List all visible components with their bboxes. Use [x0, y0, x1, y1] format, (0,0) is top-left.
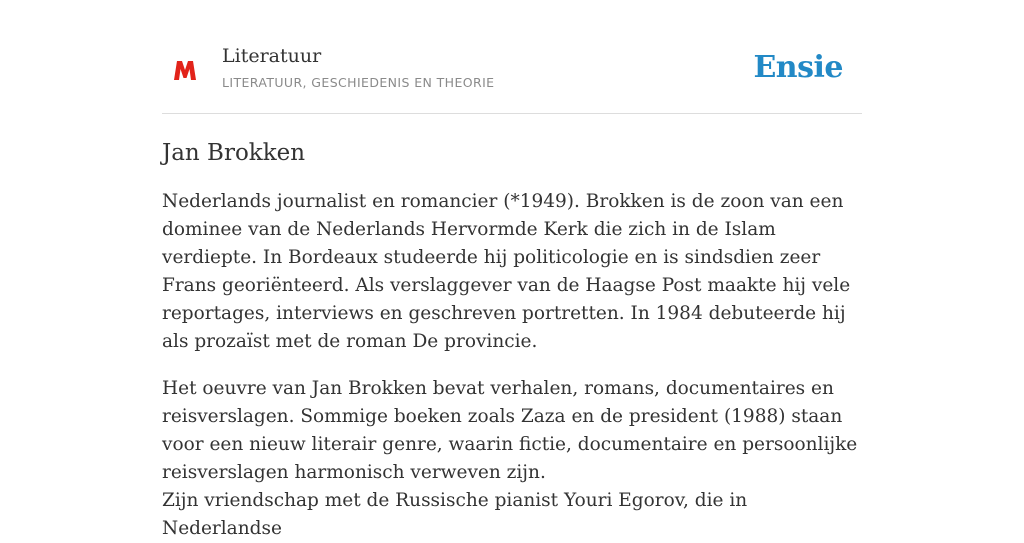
red-m-logo-icon[interactable] — [173, 58, 197, 82]
article-paragraph: Het oeuvre van Jan Brokken bevat verhalen, romans, documentaires en reisverslagen. Sommige boeken zoals Zaza en de president (1988) staan voor een nieuw literair genre, waarin fictie, documentaire en persoonlijke reisverslagen harmonisch verweven zijn. — [162, 378, 858, 483]
site-header — [162, 0, 862, 114]
article-body — [162, 188, 862, 543]
article-paragraph: Nederlands journalist en romancier (*1949). Brokken is de zoon van een dominee van de Nederlands Hervormde Kerk die zich in de Islam verdiepte. In Bordeaux studeerde hij politicologie en is sindsdien zeer Frans georiënteerd. Als verslaggever van de Haagse Post maakte hij vele reportages, interviews en geschreven portretten. In 1984 debuteerde hij als prozaïst met de roman De provincie. — [162, 191, 851, 352]
article-title: Jan Brokken — [162, 140, 306, 166]
content-container — [162, 0, 862, 543]
category-title[interactable]: Literatuur — [222, 45, 322, 67]
category-subtitle: LITERATUUR, GESCHIEDENIS EN THEORIE — [222, 75, 495, 90]
article-paragraph: Zijn vriendschap met de Russische pianist Youri Egorov, die in Nederlandse — [162, 490, 748, 539]
ensie-brand-logo[interactable]: Ensie — [753, 50, 843, 85]
